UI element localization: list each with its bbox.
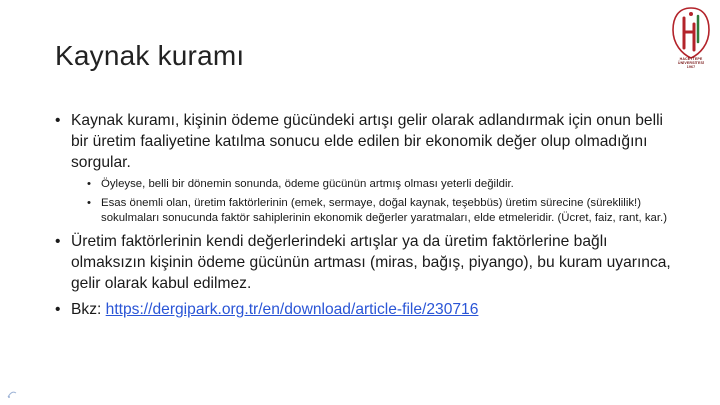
bullet-item bbox=[55, 110, 680, 226]
logo-caption bbox=[668, 57, 714, 69]
bullet-text: Üretim faktörlerinin kendi değerlerindeki artışlar ya da üretim faktörlerine bağlı olmaksızın kişinin ödeme gücünün artması (miras, bağış, piyango), bu kuram uyarınca, gelir olarak kabul edilmez. bbox=[71, 233, 671, 292]
sub-bullet-item: • Esas önemli olan, üretim faktörlerinin (emek, sermaye, doğal kaynak, teşebbüs) üretim sürecine (süreklilik!) sokulmaları sonucunda faktör sahiplerinin ekonomik değerler yaratmaları, elde etmeleridir. (Ücret, faiz, rant, kar.) bbox=[87, 196, 680, 226]
reference-prefix: Bkz: bbox=[71, 301, 106, 318]
bullet-list bbox=[55, 110, 680, 320]
sub-bullet-item: • Öyleyse, belli bir dönemin sonunda, ödeme gücünün artmış olması yeterli değildir. bbox=[87, 177, 680, 192]
slide-content bbox=[55, 110, 680, 325]
bullet-item bbox=[55, 299, 680, 320]
bullet-item bbox=[55, 231, 680, 294]
bullet-text: Kaynak kuramı, kişinin ödeme gücündeki artışı gelir olarak adlandırmak için onun belli bir üretim faaliyetine katılma sonucu elde edilen bir ekonomik değer olup olmadığını sorgular. bbox=[71, 112, 663, 171]
slide-nav-icon[interactable] bbox=[6, 388, 18, 400]
logo-caption-line1: HACETTEPE bbox=[679, 57, 703, 61]
slide-title: Kaynak kuramı bbox=[55, 40, 245, 71]
logo-caption-line3: 1967 bbox=[686, 65, 696, 69]
reference-link[interactable]: https://dergipark.org.tr/en/download/article-file/230716 bbox=[105, 301, 479, 318]
sub-bullet-list bbox=[71, 177, 680, 226]
logo-caption-line2: ÜNİVERSİTESİ bbox=[677, 61, 705, 65]
